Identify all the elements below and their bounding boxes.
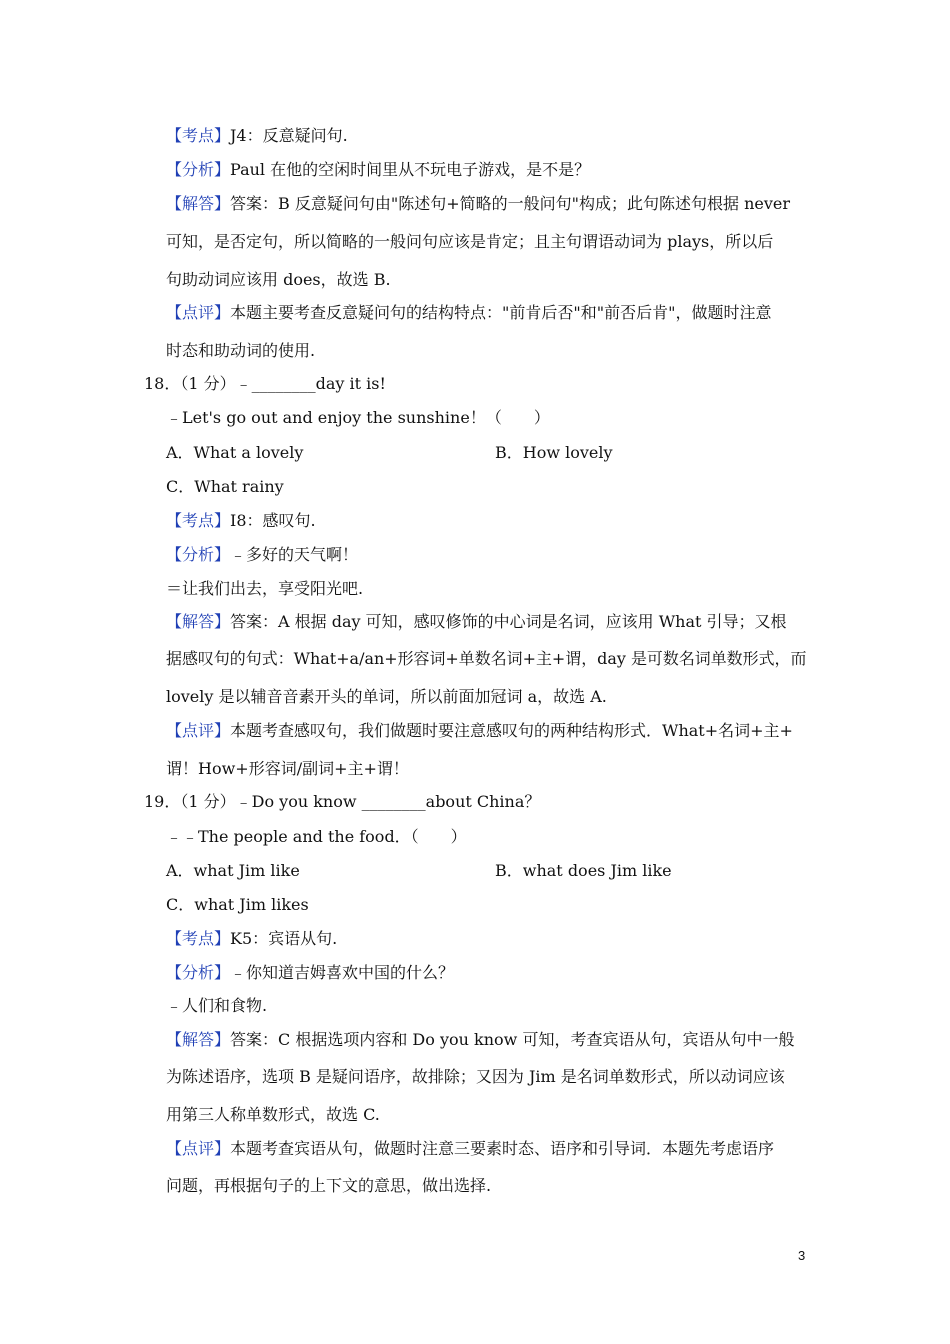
fenxi-text: ﹣你知道吉姆喜欢中国的什么？: [230, 963, 455, 982]
q17-dianping: [166, 302, 771, 324]
fenxi-tag: 【分析】: [166, 545, 231, 564]
q19-jieda-line2: 为陈述语序，选项 B 是疑问语序，故排除；又因为 Jim 是名词单数形式，所以动词应该: [166, 1067, 785, 1086]
q19-jieda-line3: 用第三人称单数形式，故选 C.: [166, 1105, 380, 1124]
fenxi-text: Paul 在他的空闲时间里从不玩电子游戏，是不是？: [230, 160, 591, 179]
q19-option-a: A．what Jim like: [166, 861, 300, 880]
fenxi-tag: 【分析】: [166, 963, 231, 982]
jieda-tag: 【解答】: [166, 1030, 231, 1049]
jieda-line: 答案：A 根据 day 可知，感叹修饰的中心词是名词，应该用 What 引导；又根: [230, 612, 787, 631]
jieda-tag: 【解答】: [166, 194, 231, 213]
q18-jieda-line2: 据感叹句的句式：What+a/an+形容词+单数名词+主+谓，day 是可数名词单数形式，而: [166, 649, 807, 668]
q18-jieda: [166, 611, 787, 633]
q19-option-b: B．what does Jim like: [495, 861, 672, 880]
q18-dianping: [166, 720, 793, 742]
q19-stem: 19．（1 分）﹣Do you know ________about China？: [144, 792, 541, 811]
kaodian-text: I8：感叹句.: [230, 511, 316, 530]
q19-kaodian: [166, 928, 337, 950]
q18-fenxi: [166, 544, 358, 566]
q18-stem2: ﹣Let's go out and enjoy the sunshine！（ ）: [166, 408, 550, 427]
kaodian-text: K5：宾语从句.: [230, 929, 338, 948]
q18-option-a: A．What a lovely: [166, 443, 304, 462]
q18-dianping-line2: 谓！How+形容词/副词+主+谓！: [166, 759, 409, 778]
dianping-line: 本题考查宾语从句，做题时注意三要素时态、语序和引导词．本题先考虑语序: [230, 1139, 775, 1158]
q17-dianping-line2: 时态和助动词的使用.: [166, 341, 316, 360]
q18-jieda-line3: lovely 是以辅音音素开头的单词，所以前面加冠词 a，故选 A.: [166, 687, 607, 706]
q19-fenxi: [166, 962, 454, 984]
jieda-line: 答案：B 反意疑问句由"陈述句+简略的一般问句"构成；此句陈述句根据 never: [230, 194, 791, 213]
kaodian-tag: 【考点】: [166, 511, 231, 530]
kaodian-tag: 【考点】: [166, 929, 231, 948]
jieda-line: 答案：C 根据选项内容和 Do you know 可知，考查宾语从句，宾语从句中一般: [230, 1030, 795, 1049]
q17-jieda-line2: 可知，是否定句，所以简略的一般问句应该是肯定；且主句谓语动词为 plays，所以后: [166, 232, 774, 251]
q17-kaodian: [166, 125, 348, 147]
q18-kaodian: [166, 510, 316, 532]
kaodian-text: J4：反意疑问句.: [230, 126, 348, 145]
q17-jieda-line3: 句助动词应该用 does，故选 B.: [166, 270, 391, 289]
dianping-line: 本题考查感叹句，我们做题时要注意感叹句的两种结构形式．What+名词+主+: [230, 721, 793, 740]
kaodian-tag: 【考点】: [166, 126, 231, 145]
dianping-tag: 【点评】: [166, 1139, 231, 1158]
q17-jieda: [166, 193, 790, 215]
q19-option-c: C．what Jim likes: [166, 895, 309, 914]
q19-fenxi2: ﹣人们和食物.: [166, 996, 268, 1015]
q18-fenxi2: ＝让我们出去，享受阳光吧.: [166, 579, 364, 598]
page-number: 3: [798, 1248, 806, 1263]
q18-option-b: B．How lovely: [495, 443, 613, 462]
q19-dianping: [166, 1138, 774, 1160]
q19-dianping-line2: 问题，再根据句子的上下文的意思，做出选择.: [166, 1176, 492, 1195]
fenxi-text: ﹣多好的天气啊！: [230, 545, 359, 564]
dianping-tag: 【点评】: [166, 303, 231, 322]
dianping-line: 本题主要考查反意疑问句的结构特点："前肯后否"和"前否后肯"，做题时注意: [230, 303, 772, 322]
q18-stem: 18．（1 分）﹣________day it is!: [144, 374, 386, 393]
q19-jieda: [166, 1029, 794, 1051]
q19-stem2: ﹣﹣The people and the food．（ ）: [166, 827, 467, 846]
jieda-tag: 【解答】: [166, 612, 231, 631]
fenxi-tag: 【分析】: [166, 160, 231, 179]
q17-fenxi: [166, 159, 590, 181]
q18-option-c: C．What rainy: [166, 477, 284, 496]
dianping-tag: 【点评】: [166, 721, 231, 740]
